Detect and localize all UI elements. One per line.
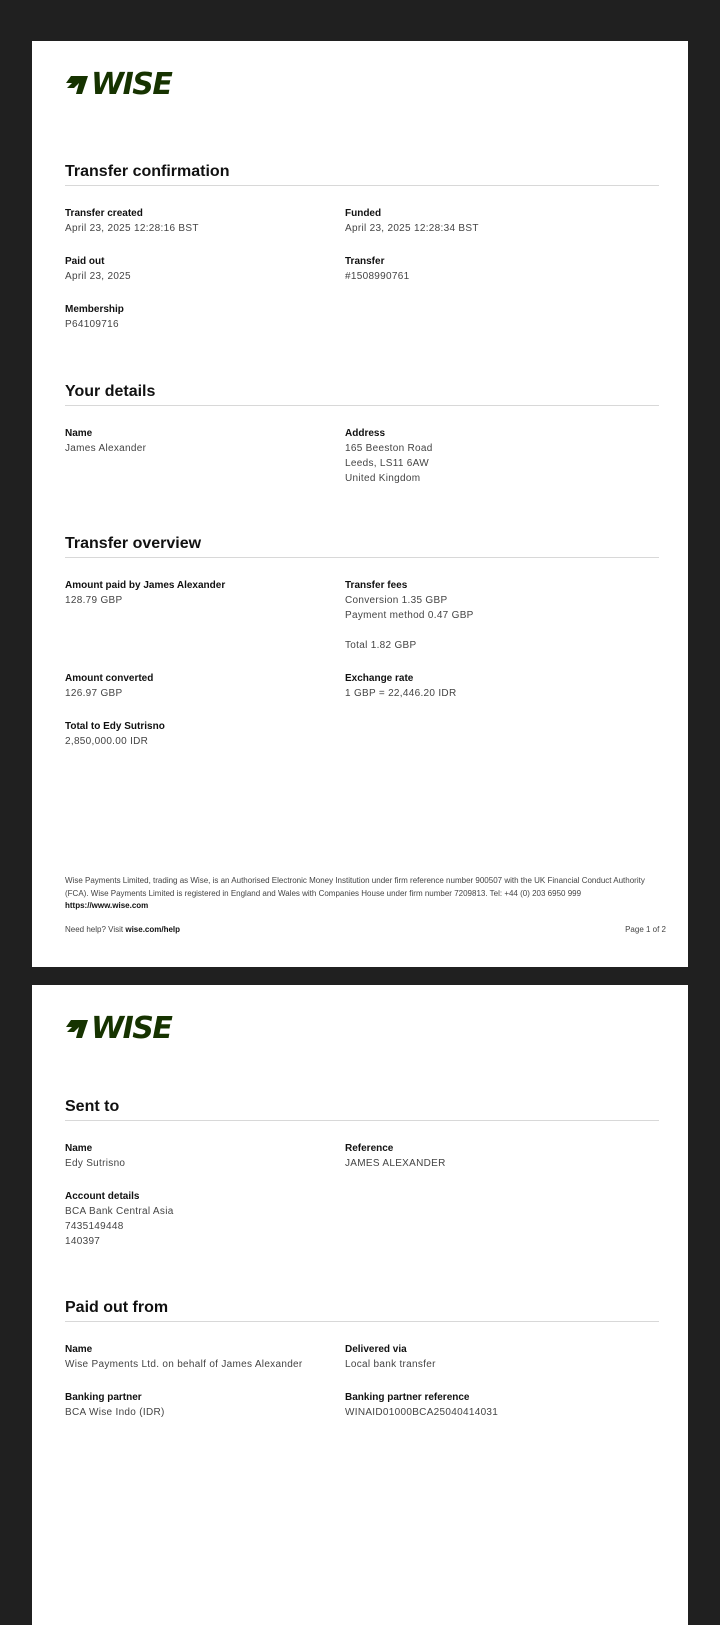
- field-label: Address: [345, 428, 386, 439]
- field-value: P64109716: [65, 319, 119, 330]
- membership-field: [65, 302, 124, 332]
- fee-total: Total 1.82 GBP: [345, 640, 417, 651]
- payer-name-field: [65, 1342, 303, 1372]
- transfer-confirmation-heading: Transfer confirmation: [65, 163, 659, 186]
- field-label: Name: [65, 1344, 93, 1355]
- total-to-recipient-field: [65, 719, 165, 749]
- document-page-2: [32, 985, 688, 1625]
- help-line: [65, 925, 180, 934]
- fee-conversion: Conversion 1.35 GBP: [345, 595, 448, 606]
- help-prefix: Need help? Visit: [65, 925, 124, 934]
- account-line: 140397: [65, 1236, 101, 1247]
- sent-to-heading: Sent to: [65, 1098, 659, 1121]
- field-label: Delivered via: [345, 1344, 407, 1355]
- transfer-created-field: [65, 206, 199, 236]
- field-label: Reference: [345, 1143, 394, 1154]
- banking-partner-reference-field: [345, 1390, 498, 1420]
- wise-wordmark: WISE: [91, 1011, 172, 1046]
- document-page-1: [32, 41, 688, 967]
- field-label: Transfer: [345, 256, 385, 267]
- help-link[interactable]: wise.com/help: [125, 925, 181, 934]
- field-label: Total to Edy Sutrisno: [65, 721, 165, 732]
- field-label: Transfer fees: [345, 580, 408, 591]
- field-value: 2,850,000.00 IDR: [65, 736, 149, 747]
- exchange-rate-field: [345, 671, 456, 701]
- field-value: 128.79 GBP: [65, 595, 123, 606]
- field-label: Membership: [65, 304, 124, 315]
- fee-payment-method: Payment method 0.47 GBP: [345, 610, 474, 621]
- wise-flag-icon: [65, 1018, 89, 1040]
- field-value: JAMES ALEXANDER: [345, 1158, 446, 1169]
- address-line: Leeds, LS11 6AW: [345, 458, 429, 469]
- transfer-id-field: [345, 254, 409, 284]
- recipient-name-field: [65, 1141, 125, 1171]
- field-label: Name: [65, 428, 93, 439]
- transfer-fees-field: [345, 578, 474, 653]
- banking-partner-field: [65, 1390, 165, 1420]
- wise-logo: [65, 67, 172, 102]
- field-label: Banking partner reference: [345, 1392, 470, 1403]
- wise-wordmark: WISE: [91, 67, 172, 102]
- legal-footer: [65, 875, 655, 913]
- field-value: #1508990761: [345, 271, 410, 282]
- wise-logo: [65, 1011, 172, 1046]
- account-details-field: [65, 1189, 174, 1249]
- field-label: Account details: [65, 1191, 140, 1202]
- field-value: WINAID01000BCA25040414031: [345, 1407, 499, 1418]
- amount-converted-field: [65, 671, 153, 701]
- address-line: 165 Beeston Road: [345, 443, 433, 454]
- account-line: 7435149448: [65, 1221, 124, 1232]
- account-line: BCA Bank Central Asia: [65, 1206, 174, 1217]
- field-value: BCA Wise Indo (IDR): [65, 1407, 165, 1418]
- field-label: Amount converted: [65, 673, 154, 684]
- field-value: April 23, 2025: [65, 271, 131, 282]
- amount-paid-field: [65, 578, 225, 608]
- field-label: Funded: [345, 208, 382, 219]
- paid-out-from-heading: Paid out from: [65, 1299, 659, 1322]
- field-value: April 23, 2025 12:28:34 BST: [345, 223, 479, 234]
- address-line: United Kingdom: [345, 473, 421, 484]
- website-link[interactable]: https://www.wise.com: [65, 901, 149, 910]
- wise-flag-icon: [65, 74, 89, 96]
- delivered-via-field: [345, 1342, 436, 1372]
- sender-name-field: [65, 426, 146, 456]
- field-label: Banking partner: [65, 1392, 142, 1403]
- field-value: James Alexander: [65, 443, 147, 454]
- paid-out-field: [65, 254, 131, 284]
- field-value: Wise Payments Ltd. on behalf of James Alexander: [65, 1359, 303, 1370]
- field-label: Name: [65, 1143, 93, 1154]
- field-label: Transfer created: [65, 208, 143, 219]
- field-value: April 23, 2025 12:28:16 BST: [65, 223, 199, 234]
- page-number: Page 1 of 2: [625, 925, 666, 934]
- field-value: Edy Sutrisno: [65, 1158, 126, 1169]
- your-details-heading: Your details: [65, 383, 659, 406]
- funded-field: [345, 206, 479, 236]
- reference-field: [345, 1141, 446, 1171]
- field-label: Amount paid by James Alexander: [65, 580, 226, 591]
- field-label: Exchange rate: [345, 673, 414, 684]
- transfer-overview-heading: Transfer overview: [65, 535, 659, 558]
- field-label: Paid out: [65, 256, 105, 267]
- address-field: [345, 426, 433, 486]
- field-value: 1 GBP = 22,446.20 IDR: [345, 688, 457, 699]
- field-value: 126.97 GBP: [65, 688, 123, 699]
- legal-text: Wise Payments Limited, trading as Wise, is an Authorised Electronic Money Institution under firm reference number 900507 with the UK Financial Conduct Authority (FCA). Wise Payments Limited is registered in England and Wales with Companies House under firm number 7209813. Tel: +44 (0) 203 6950 999: [65, 876, 645, 898]
- field-value: Local bank transfer: [345, 1359, 436, 1370]
